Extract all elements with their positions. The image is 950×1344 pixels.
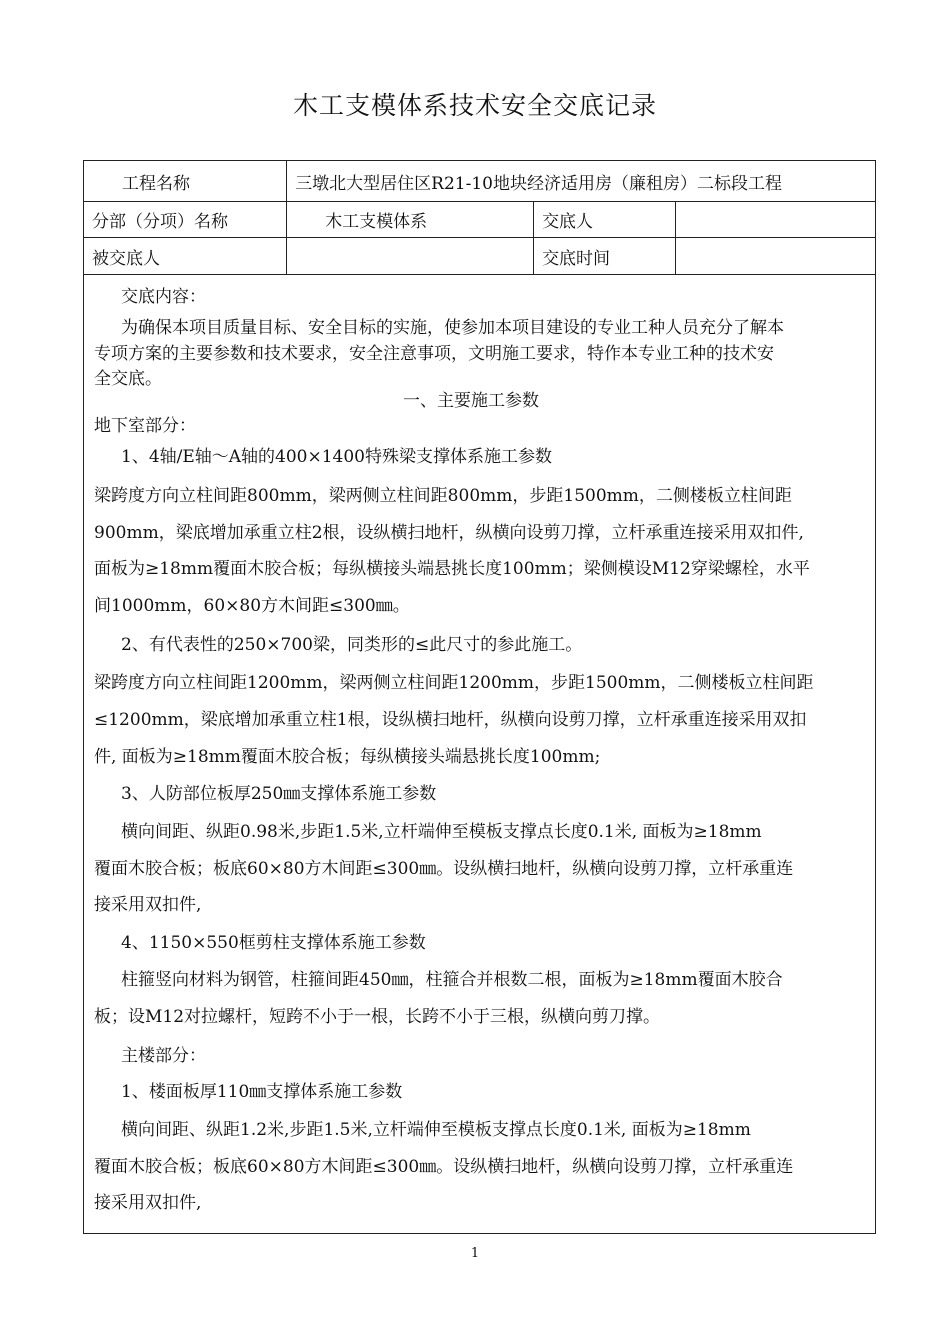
content-line: 接采用双扣件, (94, 1193, 202, 1213)
project-name-value: 三墩北大型居住区R21-10地块经济适用房（廉租房）二标段工程 (287, 161, 876, 202)
content-line: 梁跨度方向立柱间距800mm，梁两侧立柱间距800mm，步距1500mm，二侧楼板立柱间距 (94, 486, 792, 506)
content-line: 柱箍竖向材料为钢管，柱箍间距450㎜，柱箍合并根数二根，面板为≥18mm覆面木胶合 (121, 970, 783, 990)
content-line: 板；设M12对拉螺杆，短跨不小于一根，长跨不小于三根，纵横向剪刀撑。 (94, 1007, 661, 1027)
disclosure-content (83, 273, 876, 1234)
header-table (83, 160, 876, 275)
content-line: ≤1200mm，梁底增加承重立柱1根，设纵横扫地杆，纵横向设剪刀撑，立杆承重连接采用双扣 (94, 710, 807, 730)
disclosure-time-value[interactable] (676, 238, 876, 275)
content-line: 件, 面板为≥18mm覆面木胶合板；每纵横接头端悬挑长度100mm; (94, 747, 601, 767)
content-line: 间1000mm，60×80方木间距≤300㎜。 (94, 596, 410, 616)
content-line: 1、楼面板厚110㎜支撑体系施工参数 (121, 1082, 403, 1102)
content-line: 接采用双扣件, (94, 895, 202, 915)
content-line: 面板为≥18mm覆面木胶合板；每纵横接头端悬挑长度100mm；梁侧模设M12穿梁螺栓，水平 (94, 559, 810, 579)
section-heading: 一、主要施工参数 (403, 391, 539, 411)
document-title: 木工支模体系技术安全交底记录 (292, 91, 657, 120)
page-number: 1 (470, 1246, 480, 1261)
content-line: 覆面木胶合板；板底60×80方木间距≤300㎜。设纵横扫地杆，纵横向设剪刀撑，立杆承重连 (94, 859, 794, 879)
content-line: 为确保本项目质量目标、安全目标的实施，使参加本项目建设的专业工种人员充分了解本 (121, 318, 784, 338)
content-line: 覆面木胶合板；板底60×80方木间距≤300㎜。设纵横扫地杆，纵横向设剪刀撑，立杆承重连 (94, 1157, 794, 1177)
recipient-value[interactable] (287, 238, 534, 275)
discloser-value[interactable] (676, 202, 876, 238)
content-line: 900mm，梁底增加承重立柱2根，设纵横扫地杆，纵横向设剪刀撑，立杆承重连接采用双扣件, (94, 523, 804, 543)
content-heading: 交底内容： (121, 287, 206, 307)
discloser-label: 交底人 (534, 202, 676, 238)
content-line: 横向间距、纵距0.98米,步距1.5米,立杆端伸至模板支撑点长度0.1米, 面板为≥18mm (121, 822, 762, 842)
content-line: 2、有代表性的250×700梁，同类形的≤此尺寸的参此施工。 (121, 635, 583, 655)
disclosure-time-label: 交底时间 (534, 238, 676, 275)
recipient-label: 被交底人 (84, 238, 287, 275)
project-name-label: 工程名称 (84, 161, 287, 202)
subsection-heading: 地下室部分： (94, 416, 196, 436)
content-line: 4、1150×550框剪柱支撑体系施工参数 (121, 933, 426, 953)
content-line: 专项方案的主要参数和技术要求，安全注意事项，文明施工要求，特作本专业工种的技术安 (94, 344, 774, 364)
division-name-value: 木工支模体系 (287, 202, 534, 238)
content-line: 3、人防部位板厚250㎜支撑体系施工参数 (121, 784, 437, 804)
subsection-heading: 主楼部分： (121, 1046, 206, 1066)
division-name-label: 分部（分项）名称 (84, 202, 287, 238)
content-line: 横向间距、纵距1.2米,步距1.5米,立杆端伸至模板支撑点长度0.1米, 面板为≥18mm (121, 1120, 751, 1140)
content-line: 梁跨度方向立柱间距1200mm，梁两侧立柱间距1200mm，步距1500mm，二侧楼板立柱间距 (94, 673, 814, 693)
content-line: 1、4轴/E轴～A轴的400×1400特殊梁支撑体系施工参数 (121, 447, 553, 467)
content-line: 全交底。 (94, 369, 162, 389)
